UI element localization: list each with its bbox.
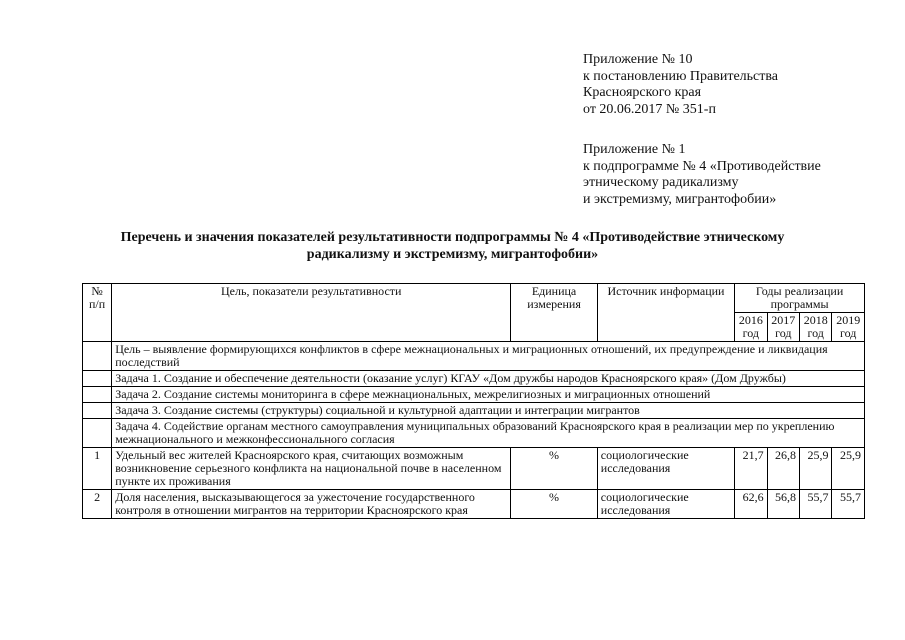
appendix-main-line: Приложение № 10 [583, 52, 693, 67]
empty-cell [83, 371, 112, 387]
appendix-main-line: Красноярского края [583, 85, 702, 100]
task-text: Задача 3. Создание системы (структуры) социальной и культурной адаптации и интеграции мигрантов [112, 403, 865, 419]
task-text: Задача 4. Содействие органам местного самоуправления муниципальных образований Красноярского края в реализации мер по укреплению межнационального и межконфессионального согласия [112, 419, 865, 448]
task-text: Задача 2. Создание системы мониторинга в сфере межнациональных, межрелигиозных и миграционных отношений [112, 387, 865, 403]
appendix-sub-block [583, 142, 821, 208]
row-value-2018: 25,9 [800, 448, 832, 490]
task-row [83, 419, 865, 448]
row-value-2016: 21,7 [735, 448, 767, 490]
indicators-table [82, 283, 865, 519]
appendix-main-line: к постановлению Правительства [583, 68, 779, 84]
table-row [83, 490, 865, 519]
empty-cell [83, 403, 112, 419]
row-value-2019: 25,9 [832, 448, 865, 490]
goal-text: Цель – выявление формирующихся конфликтов в сфере межнациональных и миграционных отношений, их предупреждение и ликвидация последствий [112, 342, 865, 371]
table-row [83, 448, 865, 490]
task-text: Задача 1. Создание и обеспечение деятельности (оказание услуг) КГАУ «Дом дружбы народов Красноярского края» (Дом Дружбы) [112, 371, 865, 387]
header-year: 2017 год [767, 313, 799, 342]
appendix-sub-line: Приложение № 1 [583, 142, 686, 157]
header-num: № п/п [83, 284, 112, 342]
row-value-2018: 55,7 [800, 490, 832, 519]
document-title-line2: радикализму и экстремизму, мигрантофобии» [306, 247, 599, 262]
row-unit: % [511, 490, 598, 519]
row-indicator: Доля населения, высказывающегося за ужесточение государственного контроля в отношении мигрантов на территории Красноярского края [112, 490, 511, 519]
header-year: 2016 год [735, 313, 767, 342]
task-row [83, 371, 865, 387]
header-year: 2018 год [800, 313, 832, 342]
goal-row [83, 342, 865, 371]
document-title-line1: Перечень и значения показателей результативности подпрограммы № 4 «Противодействие этническому [120, 230, 785, 245]
appendix-sub-line: к подпрограмме № 4 «Противодействие [583, 158, 821, 174]
row-source: социологические исследования [597, 490, 734, 519]
header-years-group: Годы реализации программы [735, 284, 865, 313]
appendix-main-block [583, 52, 778, 118]
appendix-sub-line: и экстремизму, мигрантофобии» [583, 191, 777, 207]
row-source: социологические исследования [597, 448, 734, 490]
header-year: 2019 год [832, 313, 865, 342]
header-goal: Цель, показатели результативности [112, 284, 511, 342]
row-unit: % [511, 448, 598, 490]
empty-cell [83, 387, 112, 403]
row-num: 2 [83, 490, 112, 519]
header-row [83, 284, 865, 313]
header-source: Источник информации [597, 284, 734, 342]
row-num: 1 [83, 448, 112, 490]
row-value-2017: 56,8 [767, 490, 799, 519]
header-unit: Единица измерения [511, 284, 598, 342]
document-title [80, 229, 825, 263]
row-value-2017: 26,8 [767, 448, 799, 490]
task-row [83, 403, 865, 419]
empty-cell [83, 342, 112, 371]
appendix-sub-line: этническому радикализму [583, 175, 739, 190]
empty-cell [83, 419, 112, 448]
row-value-2019: 55,7 [832, 490, 865, 519]
task-row [83, 387, 865, 403]
row-value-2016: 62,6 [735, 490, 767, 519]
appendix-main-line: от 20.06.2017 № 351-п [583, 101, 716, 117]
row-indicator: Удельный вес жителей Красноярского края, считающих возможным возникновение серьезного конфликта на национальной почве в населенном пункте их проживания [112, 448, 511, 490]
